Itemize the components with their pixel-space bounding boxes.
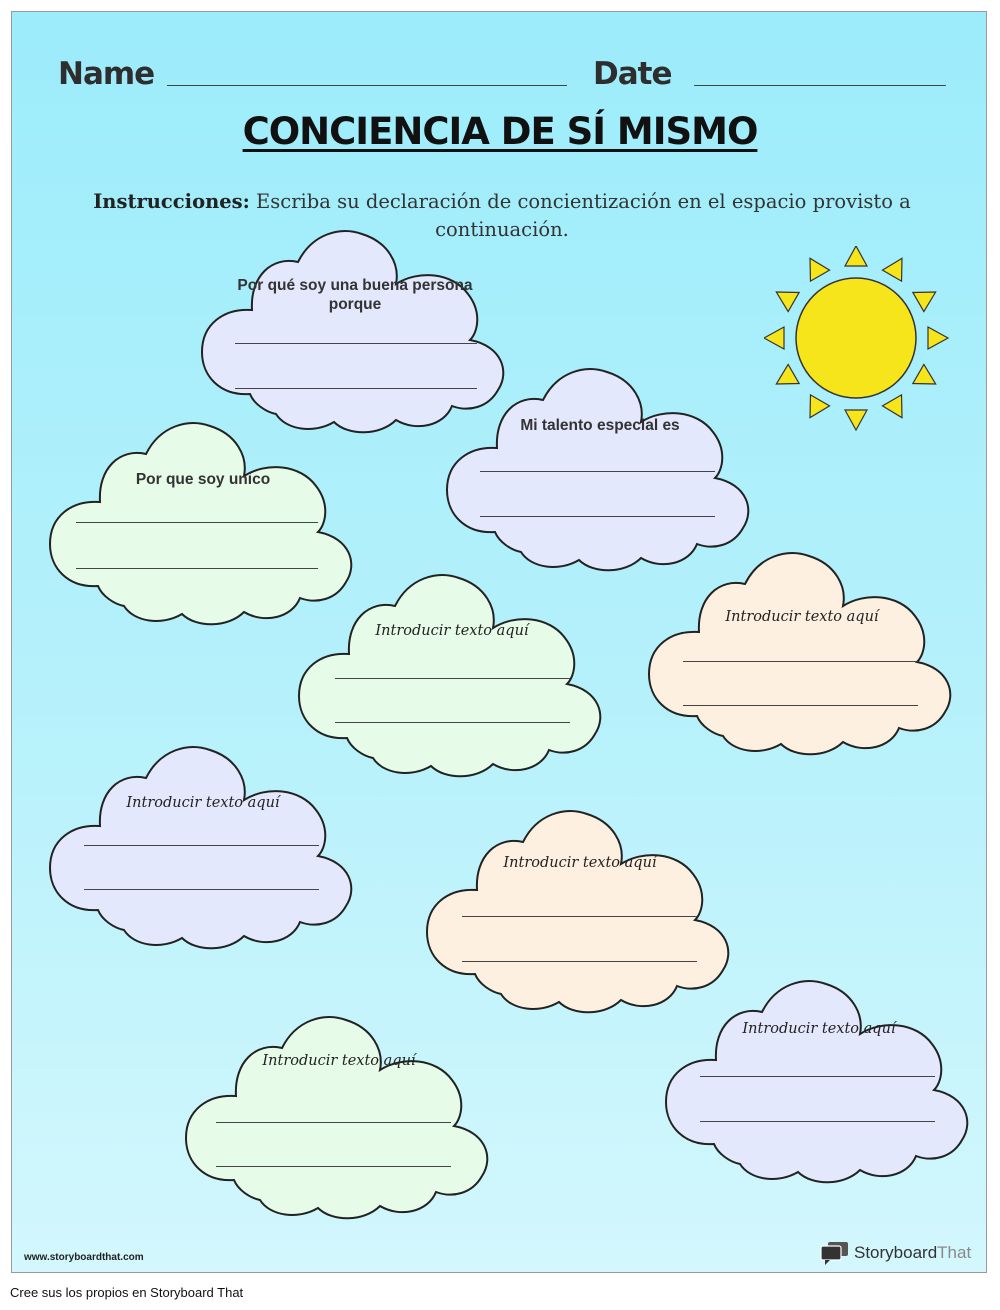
sun-ray bbox=[764, 327, 784, 349]
cloud-entry-2[interactable] bbox=[637, 548, 967, 748]
brand-main: Storyboard bbox=[854, 1243, 938, 1262]
write-line[interactable] bbox=[235, 343, 477, 344]
sun-ray bbox=[913, 292, 936, 312]
write-line[interactable] bbox=[683, 705, 918, 706]
write-line[interactable] bbox=[683, 661, 918, 662]
write-line[interactable] bbox=[480, 516, 715, 517]
cloud-entry-3[interactable] bbox=[38, 742, 368, 942]
sun-ray bbox=[882, 395, 902, 418]
instructions-label: Instrucciones: bbox=[93, 190, 250, 213]
cloud-label: Introducir texto aquí bbox=[503, 855, 657, 871]
write-line[interactable] bbox=[76, 568, 318, 569]
sun-disc bbox=[796, 278, 916, 398]
write-line[interactable] bbox=[462, 961, 697, 962]
sun-ray bbox=[776, 364, 799, 384]
sun-ray bbox=[845, 246, 867, 266]
write-line[interactable] bbox=[84, 845, 319, 846]
cloud-shape bbox=[38, 742, 368, 957]
write-line[interactable] bbox=[216, 1122, 451, 1123]
cloud-entry-6[interactable] bbox=[174, 1012, 504, 1212]
cloud-label: Mi talento especial es bbox=[520, 417, 680, 434]
cloud-shape bbox=[637, 548, 967, 763]
cloud-label: Por qué soy una buena persona porque bbox=[237, 277, 473, 313]
instructions-text: Escriba su declaración de concientización en el espacio provisto a continuación. bbox=[249, 190, 911, 241]
write-line[interactable] bbox=[84, 889, 319, 890]
cloud-label: Introducir texto aquí bbox=[126, 795, 280, 811]
name-label: Name bbox=[58, 56, 155, 92]
storyboardthat-logo[interactable] bbox=[820, 1240, 971, 1266]
sun-ray bbox=[810, 258, 830, 281]
sun-ray bbox=[776, 292, 799, 312]
date-field[interactable] bbox=[694, 85, 946, 86]
write-line[interactable] bbox=[700, 1121, 935, 1122]
cloud-special-talent[interactable] bbox=[435, 364, 765, 564]
cloud-label: Por que soy unico bbox=[135, 471, 271, 488]
cloud-label: Introducir texto aquí bbox=[742, 1021, 896, 1037]
sun-ray bbox=[810, 395, 830, 418]
write-line[interactable] bbox=[480, 471, 715, 472]
sun-ray bbox=[913, 364, 936, 384]
name-field[interactable] bbox=[167, 85, 567, 86]
sun-icon bbox=[764, 246, 954, 436]
worksheet-title: CONCIENCIA DE SÍ MISMO bbox=[242, 110, 758, 153]
footer-caption: Cree sus los propios en Storyboard That bbox=[10, 1285, 244, 1300]
write-line[interactable] bbox=[335, 722, 570, 723]
write-line[interactable] bbox=[700, 1076, 935, 1077]
sun-ray bbox=[928, 327, 948, 349]
cloud-entry-5[interactable] bbox=[654, 976, 984, 1176]
brand-light: That bbox=[937, 1243, 972, 1262]
sun-ray bbox=[845, 410, 867, 430]
sun-ray bbox=[882, 258, 902, 281]
date-label: Date bbox=[593, 56, 672, 92]
footer-url[interactable]: www.storyboardthat.com bbox=[24, 1252, 144, 1263]
worksheet-page bbox=[11, 11, 987, 1273]
speech-bubble-icon bbox=[820, 1241, 850, 1265]
cloud-label: Introducir texto aquí bbox=[375, 623, 529, 639]
write-line[interactable] bbox=[335, 678, 570, 679]
cloud-label: Introducir texto aquí bbox=[725, 609, 879, 625]
cloud-shape bbox=[654, 976, 984, 1191]
write-line[interactable] bbox=[462, 916, 697, 917]
cloud-shape bbox=[174, 1012, 504, 1227]
write-line[interactable] bbox=[76, 522, 318, 523]
cloud-label: Introducir texto aquí bbox=[262, 1053, 416, 1069]
write-line[interactable] bbox=[216, 1166, 451, 1167]
cloud-entry-1[interactable] bbox=[287, 570, 617, 770]
